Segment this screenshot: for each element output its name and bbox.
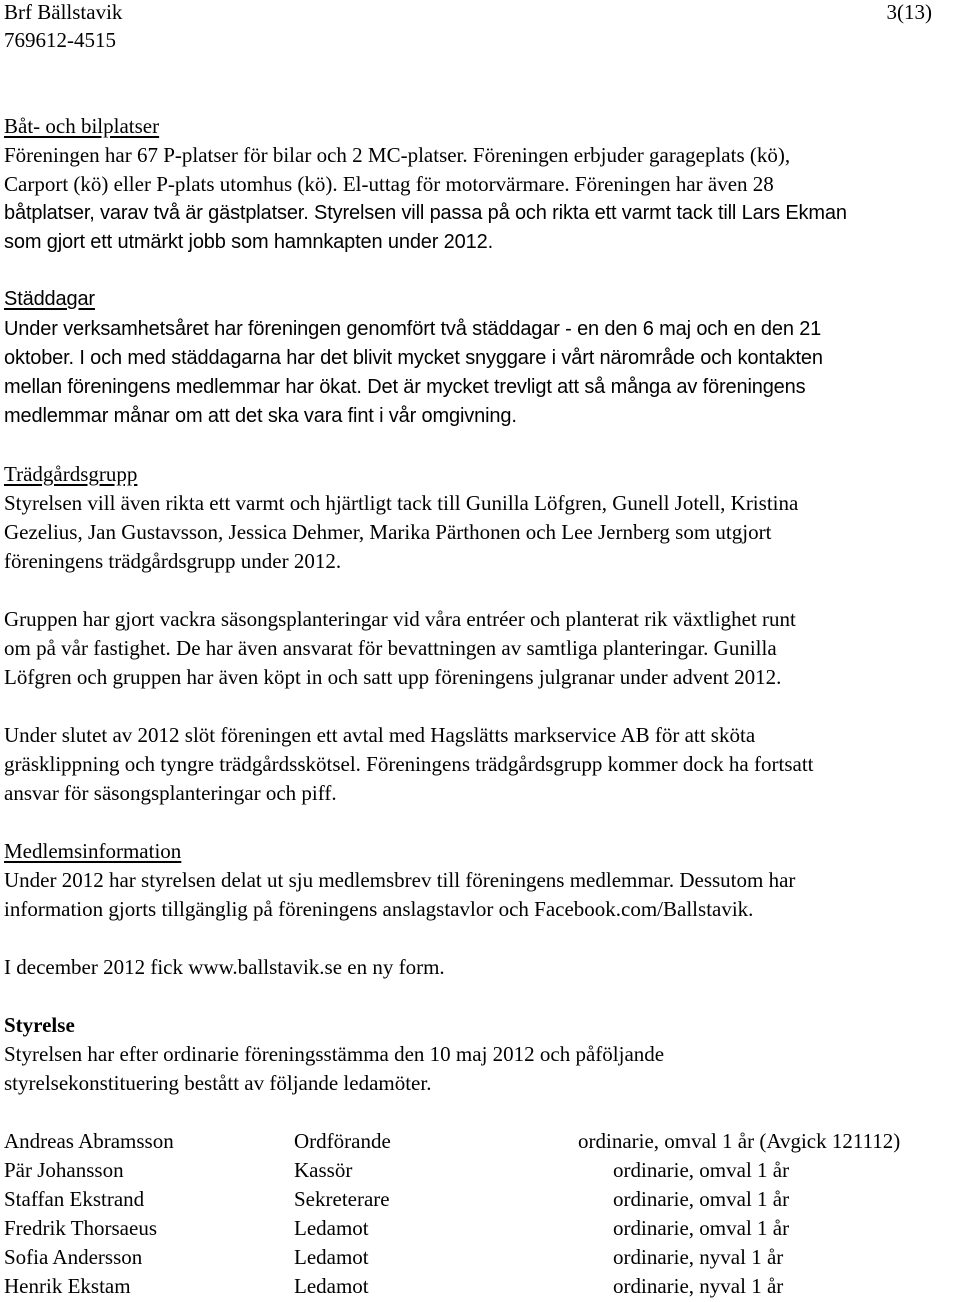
- member-name: Sofia Andersson: [4, 1245, 143, 1269]
- tradgard-line: gräsklippning och tyngre trädgårdsskötsel. Föreningens trädgårdsgrupp kommer dock ha fortsatt: [4, 752, 814, 776]
- section-heading-tradgard: Trädgårdsgrupp: [4, 462, 138, 486]
- bat-line: båtplatser, varav två är gästplatser. Styrelsen vill passa på och rikta ett varmt tack till Lars Ekman: [4, 202, 847, 224]
- staddagar-line: medlemmar månar om att det ska vara fint i vår omgivning.: [4, 405, 517, 427]
- tradgard-line: Gezelius, Jan Gustavsson, Jessica Dehmer, Marika Pärthonen och Lee Jernberg som utgjort: [4, 520, 772, 544]
- member-role: Kassör: [294, 1158, 353, 1182]
- tradgard-line: Styrelsen vill även rikta ett varmt och hjärtligt tack till Gunilla Löfgren, Gunell Jotell, Kristina: [4, 491, 799, 515]
- section-heading-styrelse: Styrelse: [4, 1013, 75, 1037]
- section-heading-bat: Båt- och bilplatser: [4, 114, 160, 138]
- bat-line: Carport (kö) eller P-plats utomhus (kö). El-uttag för motorvärmare. Föreningen har även 28: [4, 172, 774, 196]
- styrelse-line: styrelsekonstituering bestått av följande ledamöter.: [4, 1071, 432, 1095]
- tradgard-line: om på vår fastighet. De har även ansvarat för bevattningen av samtliga planteringar. Gunilla: [4, 636, 777, 660]
- styrelse-line: Styrelsen har efter ordinarie föreningsstämma den 10 maj 2012 och påföljande: [4, 1042, 665, 1066]
- org-name: Brf Bällstavik: [4, 0, 123, 24]
- tradgard-line: Under slutet av 2012 slöt föreningen ett avtal med Hagslätts markservice AB för att sköta: [4, 723, 756, 747]
- member-name: Pär Johansson: [4, 1158, 124, 1182]
- member-term: ordinarie, omval 1 år: [613, 1187, 790, 1211]
- medlem-line: Under 2012 har styrelsen delat ut sju medlemsbrev till föreningens medlemmar. Dessutom har: [4, 868, 796, 892]
- tradgard-line: föreningens trädgårdsgrupp under 2012.: [4, 549, 342, 573]
- org-number: 769612-4515: [4, 28, 116, 52]
- member-name: Fredrik Thorsaeus: [4, 1216, 157, 1240]
- staddagar-line: Under verksamhetsåret har föreningen genomfört två städdagar - en den 6 maj och en den 21: [4, 318, 822, 340]
- tradgard-line: Gruppen har gjort vackra säsongsplanteringar vid våra entréer och planterat rik växtlighet runt: [4, 607, 796, 631]
- bat-line: som gjort ett utmärkt jobb som hamnkapten under 2012.: [4, 231, 493, 253]
- member-name: Staffan Ekstrand: [4, 1187, 145, 1211]
- member-role: Ledamot: [294, 1274, 369, 1298]
- tradgard-line: ansvar för säsongsplanteringar och piff.: [4, 781, 337, 805]
- medlem-line: I december 2012 fick www.ballstavik.se en ny form.: [4, 955, 445, 979]
- member-name: Henrik Ekstam: [4, 1274, 131, 1298]
- member-role: Ledamot: [294, 1245, 369, 1269]
- tradgard-line: Löfgren och gruppen har även köpt in och satt upp föreningens julgranar under advent 2012.: [4, 665, 782, 689]
- member-name: Andreas Abramsson: [4, 1129, 174, 1153]
- member-role: Ordförande: [294, 1129, 391, 1153]
- section-heading-staddagar: Städdagar: [4, 288, 95, 310]
- member-term: ordinarie, nyval 1 år: [613, 1245, 784, 1269]
- member-role: Sekreterare: [294, 1187, 390, 1211]
- staddagar-line: oktober. I och med städdagarna har det blivit mycket snyggare i vårt närområde och kontakten: [4, 347, 823, 369]
- member-term: ordinarie, omval 1 år: [613, 1158, 790, 1182]
- page-number: 3(13): [886, 0, 932, 24]
- member-term: ordinarie, omval 1 år (Avgick 121112): [578, 1129, 901, 1153]
- member-term: ordinarie, omval 1 år: [613, 1216, 790, 1240]
- section-heading-medlem: Medlemsinformation: [4, 839, 182, 863]
- medlem-line: information gjorts tillgänglig på föreningens anslagstavlor och Facebook.com/Ballstavik.: [4, 897, 754, 921]
- staddagar-line: mellan föreningens medlemmar har ökat. Det är mycket trevligt att så många av föreningens: [4, 376, 806, 398]
- bat-line: Föreningen har 67 P-platser för bilar och 2 MC-platser. Föreningen erbjuder garageplats (kö),: [4, 143, 791, 167]
- member-role: Ledamot: [294, 1216, 369, 1240]
- member-term: ordinarie, nyval 1 år: [613, 1274, 784, 1298]
